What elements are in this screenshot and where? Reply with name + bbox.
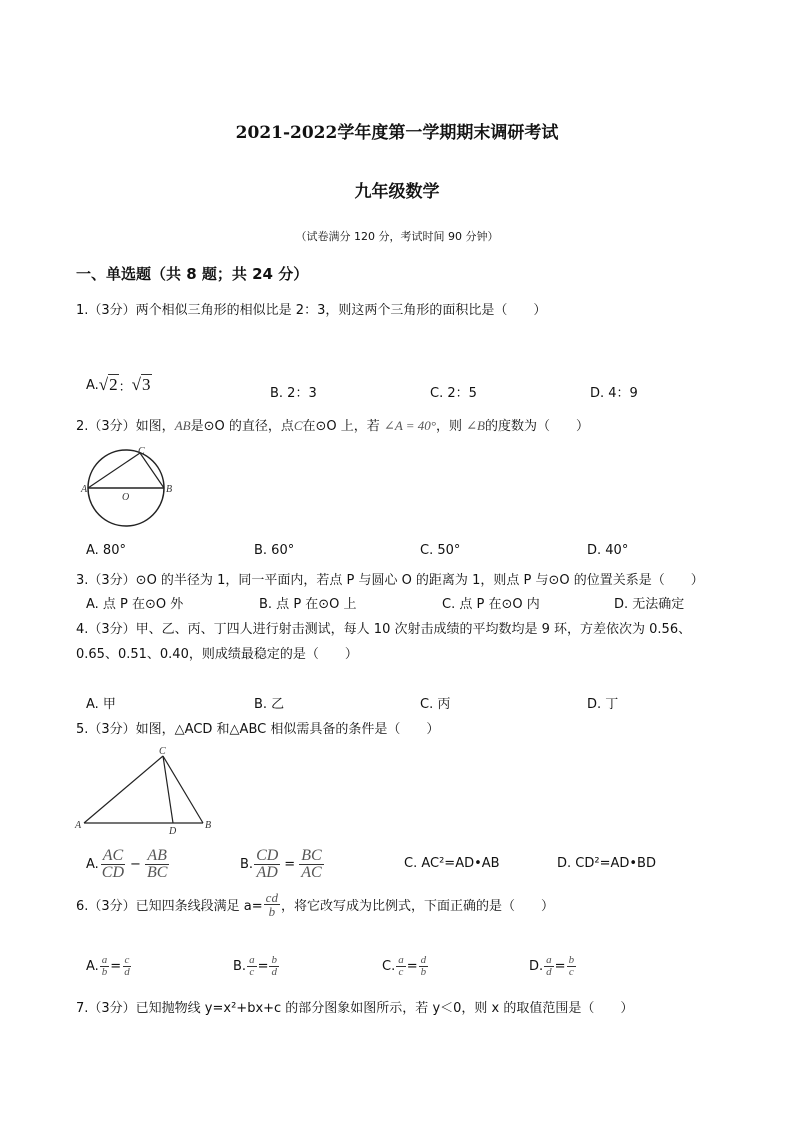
- numerator: b: [568, 954, 575, 966]
- numerator: d: [420, 954, 427, 966]
- q4-option-d: D. 丁: [587, 697, 619, 712]
- question-5-text: 5.（3分）如图，△ACD 和△ABC 相似需具备的条件是（ ）: [76, 722, 440, 737]
- radicand: 3: [142, 375, 151, 394]
- q2-text-part: 是⊙O 的直径，点: [190, 419, 294, 434]
- q6-option-b: B. $\frac{a}{c}$ = $\frac{b}{d}$: [233, 954, 277, 978]
- q6-text-part: ，将它改写成为比例式，下面正确的是（ ）: [280, 899, 554, 914]
- label-c: C: [159, 746, 166, 757]
- numerator: b: [271, 954, 277, 966]
- fraction: [544, 955, 554, 978]
- segment-cb: [163, 756, 203, 823]
- q6-option-c: C. $\frac{a}{c}$ = $\frac{d}{b}$: [382, 954, 427, 978]
- label-c: C: [138, 446, 145, 457]
- fraction: [269, 955, 279, 978]
- denominator: BC: [146, 864, 168, 881]
- q6-option-a: A. $\frac{a}{b}$ = $\frac{c}{d}$: [86, 954, 130, 978]
- q2-option-b: B. 60°: [254, 543, 295, 558]
- q2-text-part: 的度数为（ ）: [485, 419, 590, 434]
- fraction: [122, 955, 132, 978]
- numerator: a: [398, 954, 404, 966]
- subject-title: 九年级数学: [354, 182, 440, 202]
- numerator: BC: [301, 847, 322, 864]
- q5-option-a: [86, 848, 170, 881]
- q5-option-b: [240, 848, 325, 881]
- fraction: [100, 848, 126, 881]
- circle-figure: [78, 446, 178, 532]
- q6-text-part: 6.（3分）已知四条线段满足 a=: [76, 899, 263, 914]
- q4-option-c: C. 丙: [420, 697, 451, 712]
- label-b: B: [205, 820, 212, 831]
- label-a: A: [81, 484, 88, 495]
- question-4-line2: 0.65、0.51、0.40，则成绩最稳定的是（ ）: [76, 647, 358, 662]
- q1-option-a: [86, 375, 152, 395]
- q2-math-c: C: [293, 418, 303, 433]
- fraction-cd-over-b: [264, 891, 280, 918]
- q4-option-b: B. 乙: [254, 697, 285, 712]
- label-o: O: [122, 492, 130, 503]
- q3-option-d: D. 无法确定: [614, 597, 685, 612]
- label-a: A: [75, 820, 82, 831]
- exam-title: 2021-2022学年度第一学期期末调研考试: [235, 123, 559, 143]
- operator: =: [284, 857, 296, 872]
- fraction: [100, 955, 110, 978]
- option-label: D.: [529, 959, 544, 974]
- option-label: C.: [382, 959, 396, 974]
- question-2-text: [76, 415, 589, 434]
- q2-option-a: A. 80°: [86, 543, 126, 558]
- fraction: [247, 955, 257, 978]
- q4-option-a: A. 甲: [86, 697, 116, 712]
- numerator: CD: [256, 847, 279, 864]
- fraction: [145, 848, 169, 881]
- q1-option-c: C. 2：5: [430, 386, 477, 401]
- q2-option-c: C. 50°: [420, 543, 461, 558]
- fraction: [254, 848, 280, 881]
- question-7-text: 7.（3分）已知抛物线 y=x²+bx+c 的部分图象如图所示，若 y＜0，则 x 的取值范围是（ ）: [76, 1001, 634, 1016]
- denominator: d: [124, 966, 130, 978]
- fraction: [396, 955, 406, 978]
- denominator: b: [268, 904, 276, 919]
- ratio-sep: ：: [118, 379, 132, 395]
- exam-note: （试卷满分 120 分，考试时间 90 分钟）: [295, 230, 499, 243]
- q2-math-condition: ∠A = 40°: [383, 418, 436, 433]
- denominator: b: [420, 966, 427, 978]
- numerator: a: [249, 954, 255, 966]
- option-label: A.: [86, 959, 99, 974]
- denominator: c: [568, 966, 574, 978]
- option-label: A.: [86, 377, 99, 393]
- label-d: D: [169, 826, 177, 836]
- chord-ac: [88, 453, 140, 488]
- question-1-text: 1.（3分）两个相似三角形的相似比是 2：3，则这两个三角形的面积比是（ ）: [76, 303, 547, 318]
- q1-option-b: B. 2：3: [270, 386, 317, 401]
- option-label: A.: [86, 857, 99, 872]
- fraction: [299, 848, 323, 881]
- numerator: cd: [265, 890, 278, 905]
- q2-math-angle-b: ∠B: [466, 418, 485, 433]
- q2-text-part: 在⊙O 上，若: [302, 419, 380, 434]
- label-b: B: [166, 484, 173, 495]
- denominator: d: [546, 966, 552, 978]
- q6-option-d: D. $\frac{a}{d}$ = $\frac{b}{c}$: [529, 954, 575, 978]
- denominator: AC: [301, 864, 322, 881]
- sqrt-expression: √2: [98, 375, 118, 394]
- fraction: [567, 955, 577, 978]
- q2-math-ab: AB: [174, 418, 191, 433]
- numerator: c: [124, 954, 130, 966]
- numerator: AC: [102, 847, 124, 864]
- q2-text-part: ，则: [436, 419, 463, 434]
- q3-option-a: A. 点 P 在⊙O 外: [86, 597, 184, 612]
- q3-option-c: C. 点 P 在⊙O 内: [442, 597, 540, 612]
- segment-ac: [84, 756, 163, 823]
- q3-option-b: B. 点 P 在⊙O 上: [259, 597, 357, 612]
- q2-option-d: D. 40°: [587, 543, 629, 558]
- denominator: AD: [256, 864, 278, 881]
- section-heading: 一、单选题（共 8 题；共 24 分）: [76, 265, 309, 283]
- denominator: b: [101, 966, 108, 978]
- question-6-text: [76, 891, 554, 918]
- triangle-figure: [72, 744, 218, 836]
- denominator: c: [398, 966, 404, 978]
- fraction: [419, 955, 429, 978]
- numerator: a: [101, 954, 108, 966]
- radicand: 2: [109, 375, 118, 394]
- denominator: c: [249, 966, 255, 978]
- option-label: B.: [240, 857, 254, 872]
- operator: −: [130, 857, 141, 872]
- denominator: d: [271, 966, 277, 978]
- question-3-text: 3.（3分）⊙O 的半径为 1，同一平面内，若点 P 与圆心 O 的距离为 1，则点 P 与⊙O 的位置关系是（ ）: [76, 573, 704, 588]
- numerator: AB: [147, 847, 167, 864]
- numerator: a: [546, 954, 552, 966]
- denominator: CD: [101, 864, 125, 881]
- option-label: B.: [233, 959, 247, 974]
- q5-option-d: D. CD²=AD•BD: [557, 856, 656, 871]
- q2-text-part: 2.（3分）如图，: [76, 419, 175, 434]
- q1-option-d: D. 4：9: [590, 386, 638, 401]
- sqrt-expression: √3: [131, 375, 151, 394]
- question-4-line1: 4.（3分）甲、乙、丙、丁四人进行射击测试，每人 10 次射击成绩的平均数均是 9 环，方差依次为 0.56、: [76, 622, 692, 637]
- segment-cd: [163, 756, 173, 823]
- q5-option-c: C. AC²=AD•AB: [404, 856, 500, 871]
